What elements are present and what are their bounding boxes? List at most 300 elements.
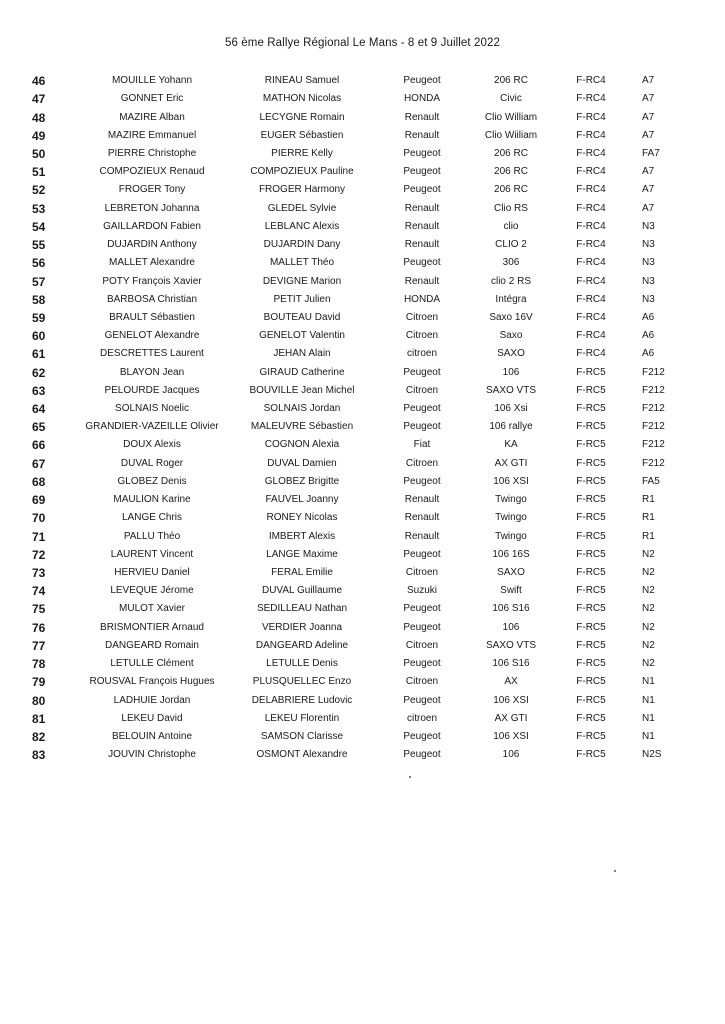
pilot-name: LETULLE Clément <box>110 658 194 670</box>
entry-number: 74 <box>32 584 46 599</box>
car-make: Renault <box>404 275 440 287</box>
copilot-name: RINEAU Samuel <box>264 75 340 87</box>
car-model: 106 <box>502 366 520 378</box>
table-row <box>0 491 725 509</box>
car-make: Peugeot <box>403 475 441 487</box>
pilot-name: SOLNAIS Noelic <box>115 403 189 415</box>
copilot-name: FERAL Emilie <box>271 567 333 579</box>
car-make: Citroen <box>405 567 439 579</box>
copilot-name: EUGER Sébastien <box>260 129 344 141</box>
entry-number-cell <box>0 691 72 709</box>
copilot-name: PETIT Julien <box>273 293 331 305</box>
entry-group: N2 <box>642 548 655 560</box>
car-make: Peugeot <box>403 75 441 87</box>
entry-group: FA7 <box>642 147 660 159</box>
entry-group: A6 <box>642 330 655 342</box>
entry-group: FA5 <box>642 475 660 487</box>
copilot-name: SAMSON Clarisse <box>260 730 344 742</box>
pilot-name: BRISMONTIER Arnaud <box>100 621 204 633</box>
entry-class: F-RC4 <box>576 275 606 287</box>
entry-group: F212 <box>642 457 665 469</box>
car-make: Renault <box>404 494 440 506</box>
entry-group: A6 <box>642 348 655 360</box>
car-make: Citroen <box>405 311 439 323</box>
entry-class: F-RC5 <box>576 366 606 378</box>
entry-group: R1 <box>642 512 655 524</box>
entry-number: 80 <box>32 693 46 708</box>
car-model: Clio William <box>484 111 538 123</box>
table-row <box>0 600 725 618</box>
entry-list-body <box>0 72 725 764</box>
entry-class: F-RC4 <box>576 293 606 305</box>
entry-number-cell <box>0 455 72 473</box>
copilot-name: DANGEARD Adeline <box>255 639 349 651</box>
entry-number: 49 <box>32 128 46 143</box>
entry-number: 47 <box>32 92 46 107</box>
pilot-name: LADHUIE Jordan <box>113 694 191 706</box>
table-row <box>0 272 725 290</box>
entry-number-cell <box>0 72 72 90</box>
entry-class: F-RC4 <box>576 330 606 342</box>
car-model: 206 RC <box>494 184 528 196</box>
entry-class: F-RC4 <box>576 348 606 360</box>
car-make: Peugeot <box>403 749 441 761</box>
pilot-name: DOUX Alexis <box>123 439 181 451</box>
entry-number: 67 <box>32 456 46 471</box>
table-row <box>0 181 725 199</box>
car-model: Swift <box>500 585 522 597</box>
copilot-name: GENELOT Valentin <box>259 330 345 342</box>
car-model: SAXO VTS <box>485 639 536 651</box>
entry-number-cell <box>0 436 72 454</box>
copilot-name: LEBLANC Alexis <box>264 220 340 232</box>
copilot-name: COMPOZIEUX Pauline <box>250 166 354 178</box>
entry-group: A7 <box>642 93 655 105</box>
entry-number-cell <box>0 418 72 436</box>
entry-number: 53 <box>32 201 46 216</box>
entry-group: N2 <box>642 658 655 670</box>
entry-class: F-RC4 <box>576 202 606 214</box>
entry-group: A7 <box>642 129 655 141</box>
car-model: 106 16S <box>492 548 530 560</box>
entry-number-cell <box>0 200 72 218</box>
entry-group: R1 <box>642 530 655 542</box>
copilot-name: DUJARDIN Dany <box>263 239 341 251</box>
entry-class: F-RC5 <box>576 694 606 706</box>
entry-group: N3 <box>642 239 655 251</box>
entry-group: A7 <box>642 111 655 123</box>
pilot-name: MALLET Alexandre <box>109 257 195 269</box>
entry-number-cell <box>0 473 72 491</box>
entry-class: F-RC4 <box>576 257 606 269</box>
pilot-name: LEVEQUE Jérome <box>110 585 194 597</box>
entry-class: F-RC4 <box>576 129 606 141</box>
car-make: Renault <box>404 239 440 251</box>
table-row <box>0 236 725 254</box>
pilot-name: LANGE Chris <box>121 512 182 524</box>
entry-class: F-RC4 <box>576 220 606 232</box>
table-row <box>0 509 725 527</box>
table-row <box>0 455 725 473</box>
pilot-name: MAULION Karine <box>113 494 191 506</box>
car-model: SAXO VTS <box>485 384 536 396</box>
entry-number-cell <box>0 145 72 163</box>
copilot-name: GLEDEL Sylvie <box>267 202 337 214</box>
entry-number-cell <box>0 345 72 363</box>
entry-class: F-RC5 <box>576 567 606 579</box>
entry-class: F-RC5 <box>576 457 606 469</box>
entry-number: 71 <box>32 529 46 544</box>
entry-number: 59 <box>32 310 46 325</box>
car-model: Twingo <box>495 512 527 524</box>
entry-group: N3 <box>642 220 655 232</box>
entry-number: 48 <box>32 110 46 125</box>
entry-number: 78 <box>32 657 46 672</box>
entry-number-cell <box>0 728 72 746</box>
entry-group: A7 <box>642 202 655 214</box>
entry-group: N2 <box>642 603 655 615</box>
table-row <box>0 72 725 90</box>
entry-number-cell <box>0 127 72 145</box>
entry-number: 72 <box>32 547 46 562</box>
car-make: Citroen <box>405 384 439 396</box>
entry-number: 58 <box>32 292 46 307</box>
car-model: clio 2 RS <box>490 275 531 287</box>
pilot-name: DANGEARD Romain <box>105 639 199 651</box>
car-model: Saxo 16V <box>489 311 533 323</box>
entry-class: F-RC5 <box>576 403 606 415</box>
table-row <box>0 637 725 655</box>
car-model: 106 XSI <box>493 694 529 706</box>
table-row <box>0 673 725 691</box>
car-make: Renault <box>404 111 440 123</box>
entry-class: F-RC5 <box>576 749 606 761</box>
entry-group: N3 <box>642 275 655 287</box>
entry-number-cell <box>0 327 72 345</box>
pilot-name: POTY François Xavier <box>102 275 202 287</box>
copilot-name: FAUVEL Joanny <box>265 494 339 506</box>
entry-number: 56 <box>32 256 46 271</box>
table-row <box>0 254 725 272</box>
entry-group: N1 <box>642 676 655 688</box>
pilot-name: COMPOZIEUX Renaud <box>99 166 205 178</box>
entry-group: F212 <box>642 403 665 415</box>
table-row <box>0 400 725 418</box>
entry-number-cell <box>0 291 72 309</box>
car-model: Clio Wiiliam <box>484 129 538 141</box>
entry-number-cell <box>0 254 72 272</box>
table-row <box>0 436 725 454</box>
pilot-name: GENELOT Alexandre <box>104 330 200 342</box>
table-row <box>0 364 725 382</box>
car-make: Citroen <box>405 639 439 651</box>
entry-class: F-RC5 <box>576 384 606 396</box>
entry-number-cell <box>0 673 72 691</box>
car-model: 106 Xsi <box>494 403 528 415</box>
car-model: 206 RC <box>494 166 528 178</box>
car-make: Peugeot <box>403 366 441 378</box>
car-model: 106 <box>502 621 520 633</box>
car-model: Twingo <box>495 494 527 506</box>
entry-number: 83 <box>32 748 46 763</box>
pilot-name: HERVIEU Daniel <box>114 567 190 579</box>
entry-number-cell <box>0 163 72 181</box>
table-row <box>0 710 725 728</box>
table-row <box>0 345 725 363</box>
pilot-name: DESCRETTES Laurent <box>100 348 204 360</box>
copilot-name: PIERRE Kelly <box>271 147 333 159</box>
entry-group: A7 <box>642 75 655 87</box>
entry-group: N2 <box>642 621 655 633</box>
copilot-name: DELABRIERE Ludovic <box>251 694 353 706</box>
entry-class: F-RC5 <box>576 475 606 487</box>
car-model: clio <box>503 220 519 232</box>
entry-number: 73 <box>32 566 46 581</box>
entry-number-cell <box>0 236 72 254</box>
car-make: Renault <box>404 512 440 524</box>
entry-number: 62 <box>32 365 46 380</box>
scan-speck <box>409 776 411 778</box>
car-model: KA <box>504 439 518 451</box>
table-row <box>0 127 725 145</box>
entry-number: 50 <box>32 146 46 161</box>
scan-speck <box>614 870 616 872</box>
copilot-name: BOUTEAU David <box>263 311 341 323</box>
entry-number: 76 <box>32 620 46 635</box>
copilot-name: DUVAL Damien <box>267 457 337 469</box>
table-row <box>0 90 725 108</box>
pilot-name: GLOBEZ Denis <box>117 475 187 487</box>
copilot-name: LANGE Maxime <box>266 548 338 560</box>
entry-number-cell <box>0 619 72 637</box>
copilot-name: JEHAN Alain <box>273 348 331 360</box>
car-model: Clio RS <box>494 202 528 214</box>
pilot-name: BARBOSA Christian <box>106 293 198 305</box>
pilot-name: MAZIRE Alban <box>119 111 185 123</box>
car-make: Peugeot <box>403 166 441 178</box>
table-row <box>0 218 725 236</box>
entry-number: 77 <box>32 638 46 653</box>
pilot-name: JOUVIN Christophe <box>108 749 196 761</box>
entry-class: F-RC4 <box>576 147 606 159</box>
table-row <box>0 200 725 218</box>
entry-number-cell <box>0 564 72 582</box>
car-make: Fiat <box>413 439 431 451</box>
entry-number: 63 <box>32 383 46 398</box>
entry-number-cell <box>0 600 72 618</box>
table-row <box>0 108 725 126</box>
table-row <box>0 291 725 309</box>
pilot-name: GONNET Eric <box>120 93 184 105</box>
entry-class: F-RC5 <box>576 639 606 651</box>
pilot-name: FROGER Tony <box>118 184 186 196</box>
table-row <box>0 746 725 764</box>
entry-number-cell <box>0 655 72 673</box>
entry-number-cell <box>0 90 72 108</box>
entry-number: 61 <box>32 347 46 362</box>
entry-class: F-RC5 <box>576 421 606 433</box>
entry-group: F212 <box>642 366 665 378</box>
copilot-name: PLUSQUELLEC Enzo <box>252 676 352 688</box>
pilot-name: BRAULT Sébastien <box>109 311 195 323</box>
car-model: AX GTI <box>494 712 528 724</box>
entry-group: N3 <box>642 257 655 269</box>
entry-group: F212 <box>642 421 665 433</box>
entry-group: R1 <box>642 494 655 506</box>
entry-number: 46 <box>32 74 46 89</box>
entry-number: 66 <box>32 438 46 453</box>
car-make: HONDA <box>403 93 441 105</box>
entry-class: F-RC5 <box>576 439 606 451</box>
entry-group: N2 <box>642 639 655 651</box>
entry-class: F-RC4 <box>576 311 606 323</box>
entry-number: 68 <box>32 474 46 489</box>
table-row <box>0 691 725 709</box>
car-model: 106 <box>502 749 520 761</box>
car-make: Renault <box>404 202 440 214</box>
pilot-name: PIERRE Christophe <box>107 147 197 159</box>
entry-number-cell <box>0 710 72 728</box>
table-row <box>0 546 725 564</box>
entry-class: F-RC5 <box>576 530 606 542</box>
car-model: CLIO 2 <box>495 239 527 251</box>
copilot-name: MALEUVRE Sébastien <box>250 421 354 433</box>
pilot-name: PALLU Théo <box>123 530 181 542</box>
table-row <box>0 418 725 436</box>
page-title: 56 ème Rallye Régional Le Mans - 8 et 9 Juillet 2022 <box>225 37 500 49</box>
pilot-name: MULOT Xavier <box>119 603 185 615</box>
car-make: Suzuki <box>406 585 437 597</box>
car-model: SAXO <box>497 348 525 360</box>
copilot-name: VERDIER Joanna <box>261 621 343 633</box>
entry-group: F212 <box>642 384 665 396</box>
car-make: Peugeot <box>403 403 441 415</box>
car-make: Peugeot <box>403 603 441 615</box>
car-make: citroen <box>406 712 437 724</box>
copilot-name: GIRAUD Catherine <box>259 366 345 378</box>
entry-class: F-RC5 <box>576 585 606 597</box>
entry-class: F-RC5 <box>576 512 606 524</box>
car-make: Peugeot <box>403 184 441 196</box>
entry-class: F-RC5 <box>576 621 606 633</box>
entry-number: 57 <box>32 274 46 289</box>
entry-group: A7 <box>642 184 655 196</box>
copilot-name: LETULLE Denis <box>266 658 338 670</box>
table-row <box>0 145 725 163</box>
pilot-name: GAILLARDON Fabien <box>103 220 201 232</box>
entry-group: N1 <box>642 694 655 706</box>
pilot-name: PELOURDE Jacques <box>104 384 200 396</box>
copilot-name: DUVAL Guillaume <box>261 585 343 597</box>
car-model: SAXO <box>497 567 525 579</box>
entry-list-table <box>0 72 725 764</box>
entry-group: N2S <box>642 749 662 761</box>
entry-number-cell <box>0 546 72 564</box>
entry-class: F-RC5 <box>576 548 606 560</box>
entry-number-cell <box>0 400 72 418</box>
table-row <box>0 473 725 491</box>
pilot-name: DUJARDIN Anthony <box>107 239 197 251</box>
car-make: Peugeot <box>403 694 441 706</box>
table-row <box>0 309 725 327</box>
car-model: Intégra <box>495 293 527 305</box>
car-make: Peugeot <box>403 621 441 633</box>
car-make: Citroen <box>405 676 439 688</box>
pilot-name: ROUSVAL François Hugues <box>89 676 215 688</box>
table-row <box>0 382 725 400</box>
pilot-name: MAZIRE Emmanuel <box>107 129 197 141</box>
entry-number: 81 <box>32 711 46 726</box>
copilot-name: IMBERT Alexis <box>268 530 336 542</box>
entry-group: N2 <box>642 585 655 597</box>
entry-number-cell <box>0 527 72 545</box>
entry-number-cell <box>0 382 72 400</box>
table-row <box>0 527 725 545</box>
car-make: Peugeot <box>403 257 441 269</box>
car-model: AX GTI <box>494 457 528 469</box>
copilot-name: SEDILLEAU Nathan <box>256 603 348 615</box>
entry-group: A7 <box>642 166 655 178</box>
entry-class: F-RC4 <box>576 75 606 87</box>
pilot-name: GRANDIER-VAZEILLE Olivier <box>85 421 219 433</box>
copilot-name: MALLET Théo <box>269 257 335 269</box>
entry-number-cell <box>0 309 72 327</box>
entry-number-cell <box>0 491 72 509</box>
copilot-name: GLOBEZ Brigitte <box>264 475 340 487</box>
copilot-name: COGNON Alexia <box>264 439 340 451</box>
pilot-name: LEBRETON Johanna <box>104 202 200 214</box>
car-make: Peugeot <box>403 147 441 159</box>
entry-number: 65 <box>32 420 46 435</box>
entry-class: F-RC5 <box>576 658 606 670</box>
car-make: Renault <box>404 129 440 141</box>
entry-class: F-RC5 <box>576 712 606 724</box>
car-model: Twingo <box>495 530 527 542</box>
entry-group: F212 <box>642 439 665 451</box>
table-row <box>0 163 725 181</box>
copilot-name: LECYGNE Romain <box>259 111 345 123</box>
entry-group: N2 <box>642 567 655 579</box>
entry-class: F-RC5 <box>576 730 606 742</box>
entry-number-cell <box>0 218 72 236</box>
car-model: Civic <box>500 93 522 105</box>
car-make: Peugeot <box>403 548 441 560</box>
car-make: Peugeot <box>403 730 441 742</box>
car-model: 206 RC <box>494 75 528 87</box>
entry-group: N1 <box>642 730 655 742</box>
copilot-name: OSMONT Alexandre <box>256 749 348 761</box>
car-model: 106 rallye <box>489 421 533 433</box>
table-row <box>0 582 725 600</box>
entry-class: F-RC4 <box>576 166 606 178</box>
entry-number: 60 <box>32 329 46 344</box>
car-make: HONDA <box>403 293 441 305</box>
car-model: 106 S16 <box>492 603 530 615</box>
car-make: Renault <box>404 530 440 542</box>
entry-group: N1 <box>642 712 655 724</box>
entry-class: F-RC4 <box>576 184 606 196</box>
copilot-name: SOLNAIS Jordan <box>263 403 341 415</box>
car-model: 106 XSI <box>493 730 529 742</box>
entry-number: 51 <box>32 165 46 180</box>
table-row <box>0 327 725 345</box>
entry-number: 79 <box>32 675 46 690</box>
entry-number-cell <box>0 272 72 290</box>
entry-number-cell <box>0 637 72 655</box>
entry-number-cell <box>0 108 72 126</box>
pilot-name: DUVAL Roger <box>120 457 184 469</box>
car-make: Peugeot <box>403 421 441 433</box>
